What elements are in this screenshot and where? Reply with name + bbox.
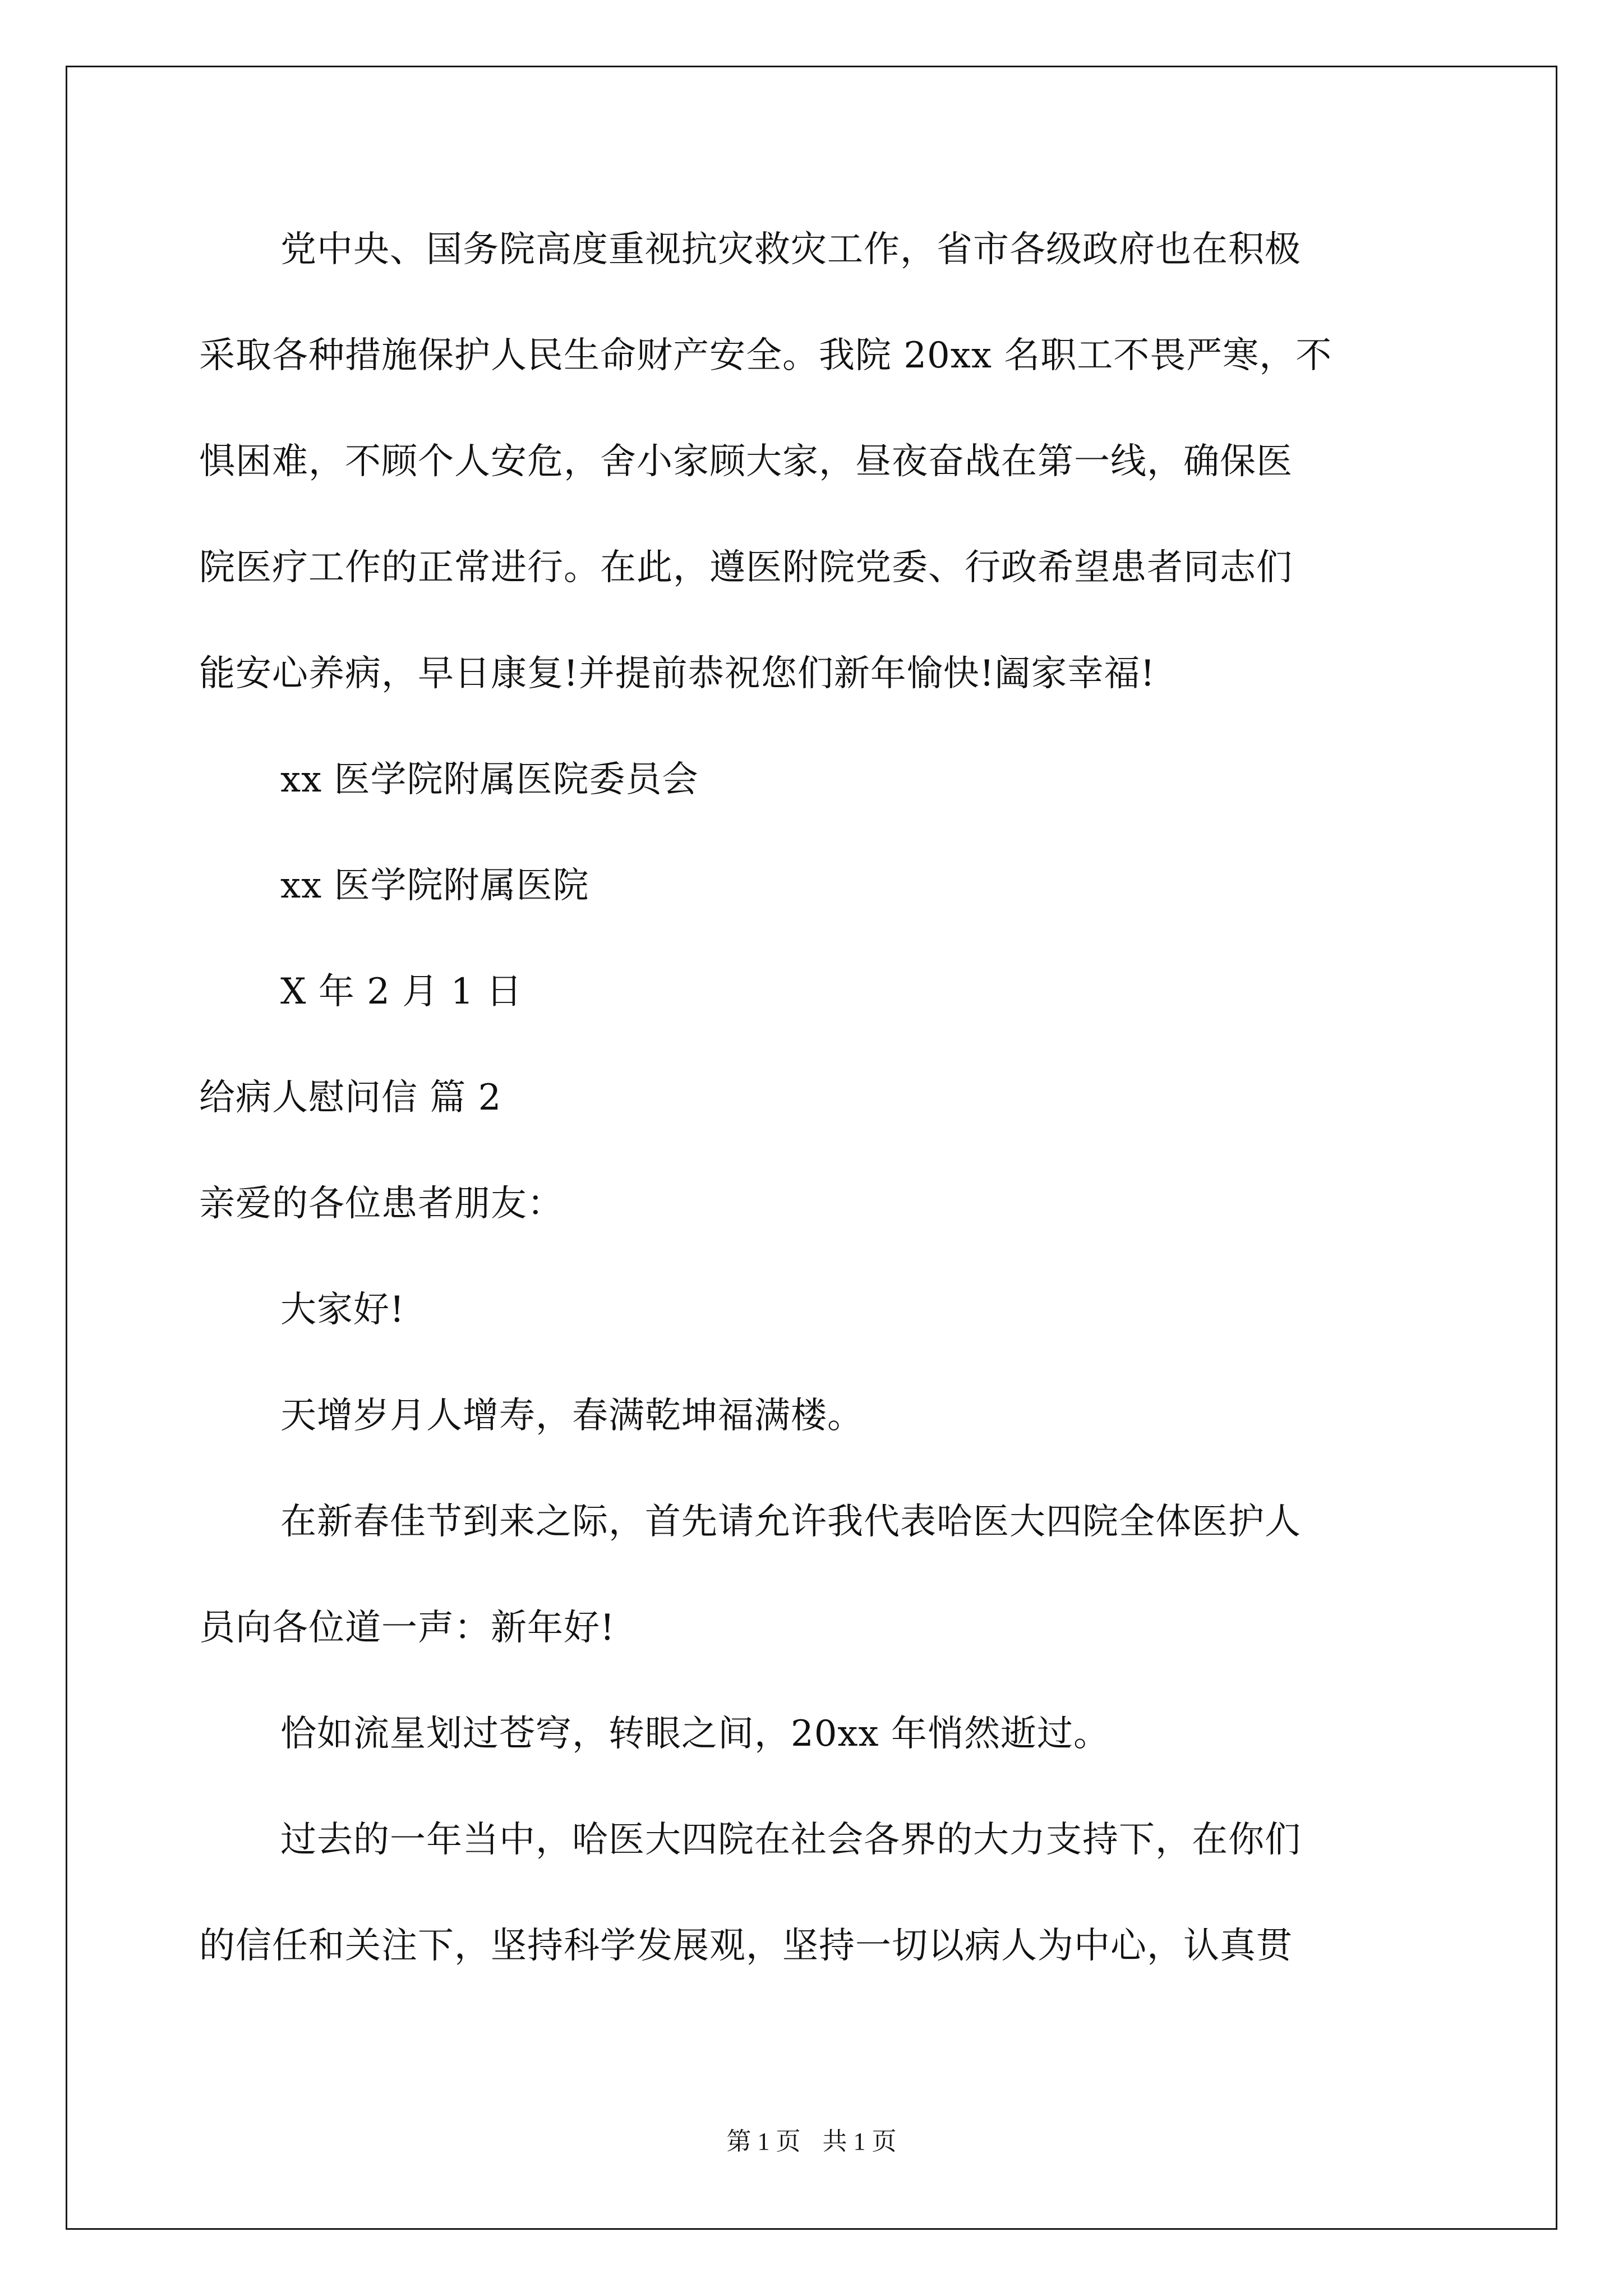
paragraph-line: 院医疗工作的正常进行。在此，遵医附院党委、行政希望患者同志们 — [199, 547, 1293, 588]
paragraph-line: 在新春佳节到来之际，首先请允许我代表哈医大四院全体医护人 — [280, 1501, 1301, 1543]
paragraph-line: 员向各位道一声：新年好! — [199, 1607, 615, 1649]
page-number: 第 1 页 — [726, 2128, 801, 2155]
paragraph-line: 过去的一年当中，哈医大四院在社会各界的大力支持下，在你们 — [280, 1819, 1301, 1861]
section-heading: 给病人慰问信 篇 2 — [199, 1077, 502, 1119]
paragraph-line: 的信任和关注下，坚持科学发展观，坚持一切以病人为中心，认真贯 — [199, 1925, 1293, 1967]
signature-committee: xx 医学院附属医院委员会 — [280, 759, 699, 800]
paragraph-line: 能安心养病，早日康复!并提前恭祝您们新年愉快!阖家幸福! — [199, 653, 1156, 694]
paragraph-line: 恰如流星划过苍穹，转眼之间，20xx 年悄然逝过。 — [280, 1713, 1110, 1755]
page-footer — [0, 2126, 1623, 2157]
paragraph-line: 采取各种措施保护人民生命财产安全。我院 20xx 名职工不畏严寒，不 — [199, 335, 1332, 376]
paragraph-line: 惧困难，不顾个人安危，舍小家顾大家，昼夜奋战在第一线，确保医 — [199, 441, 1293, 482]
salutation: 亲爱的各位患者朋友： — [199, 1183, 564, 1225]
signature-date: X 年 2 月 1 日 — [280, 971, 523, 1013]
paragraph-line: 党中央、国务院高度重视抗灾救灾工作，省市各级政府也在积极 — [280, 229, 1301, 270]
greeting: 大家好! — [280, 1289, 405, 1331]
page-total: 共 1 页 — [822, 2128, 897, 2155]
signature-hospital: xx 医学院附属医院 — [280, 865, 589, 907]
couplet-line: 天增岁月人增寿，春满乾坤福满楼。 — [280, 1395, 864, 1437]
page-border — [66, 66, 1557, 2230]
